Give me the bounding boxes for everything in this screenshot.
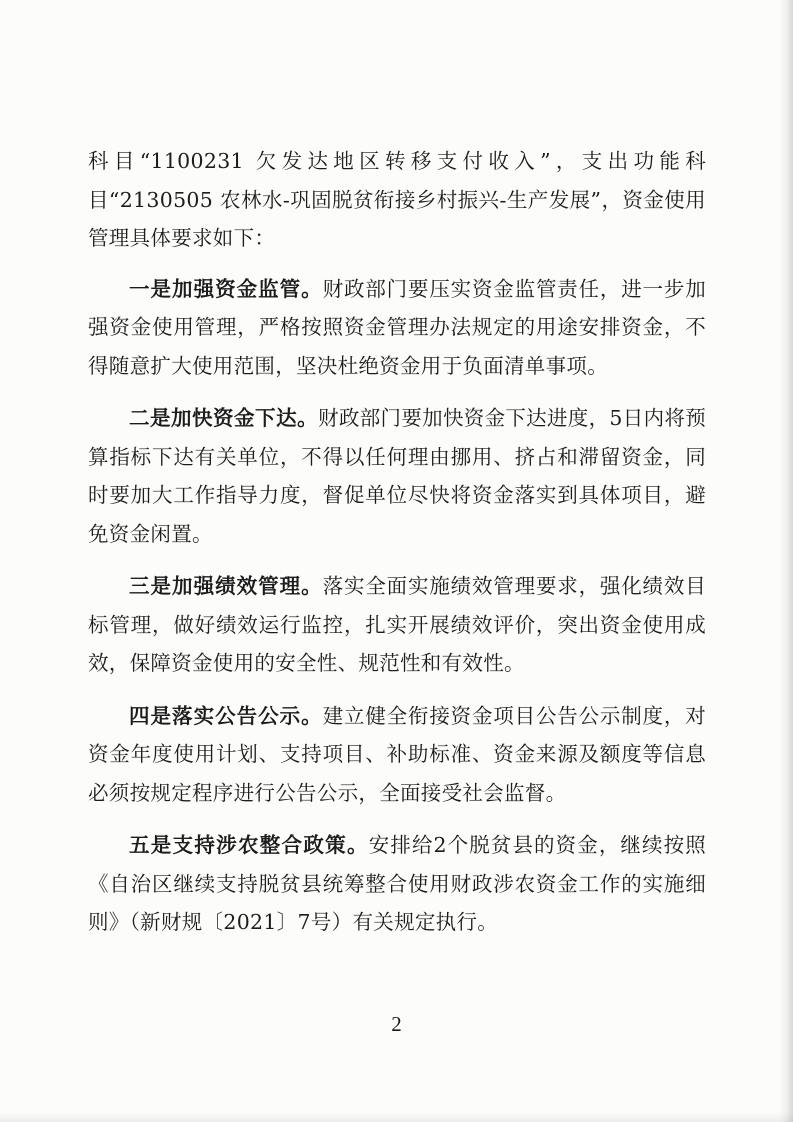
section-heading-2: 二是加快资金下达。 <box>129 406 319 430</box>
scan-shadow-bottom <box>0 1112 793 1122</box>
section-heading-3: 三是加强绩效管理。 <box>129 574 323 598</box>
scan-shadow-right <box>779 0 793 1122</box>
section-paragraph-2 <box>88 399 706 553</box>
section-body-4: 建立健全衔接资金项目公告公示制度，对资金年度使用计划、支持项目、补助标准、资金来源及额度等信息必须按规定程序进行公告公示，全面接受社会监督。 <box>88 703 707 805</box>
section-paragraph-3 <box>88 567 706 683</box>
section-heading-4: 四是落实公告公示。 <box>129 703 323 728</box>
section-body-1: 财政部门要压实资金监管责任，进一步加强资金使用管理，严格按照资金管理办法规定的用途安排资金，不得随意扩大使用范围，坚决杜绝资金用于负面清单事项。 <box>88 276 707 378</box>
intro-paragraph: 科目“1100231 欠发达地区转移支付收入”，支出功能科目“2130505 农林水-巩固脱贫衔接乡村振兴-生产发展”，资金使用管理具体要求如下： <box>88 149 706 250</box>
section-body-3: 落实全面实施绩效管理要求，强化绩效目标管理，做好绩效运行监控，扎实开展绩效评价，突出资金使用成效，保障资金使用的安全性、规范性和有效性。 <box>88 574 707 675</box>
document-body <box>88 142 706 956</box>
page-number: 2 <box>391 1012 402 1036</box>
section-paragraph-4 <box>88 697 706 813</box>
section-heading-5: 五是支持涉农整合政策。 <box>129 833 369 857</box>
section-body-5: 安排给2个脱贫县的资金，继续按照《自治区继续支持脱贫县统筹整合使用财政涉农资金工作的实施细则》（新财规〔2021〕7号）有关规定执行。 <box>88 833 707 934</box>
section-body-2: 财政部门要加快资金下达进度，5日内将预算指标下达有关单位，不得以任何理由挪用、挤占和滞留资金，同时要加大工作指导力度，督促单位尽快将资金落实到具体项目，避免资金闲置。 <box>88 406 707 546</box>
section-paragraph-5 <box>88 826 706 942</box>
section-paragraph-1 <box>88 270 706 386</box>
section-heading-1: 一是加强资金监管。 <box>129 276 323 301</box>
